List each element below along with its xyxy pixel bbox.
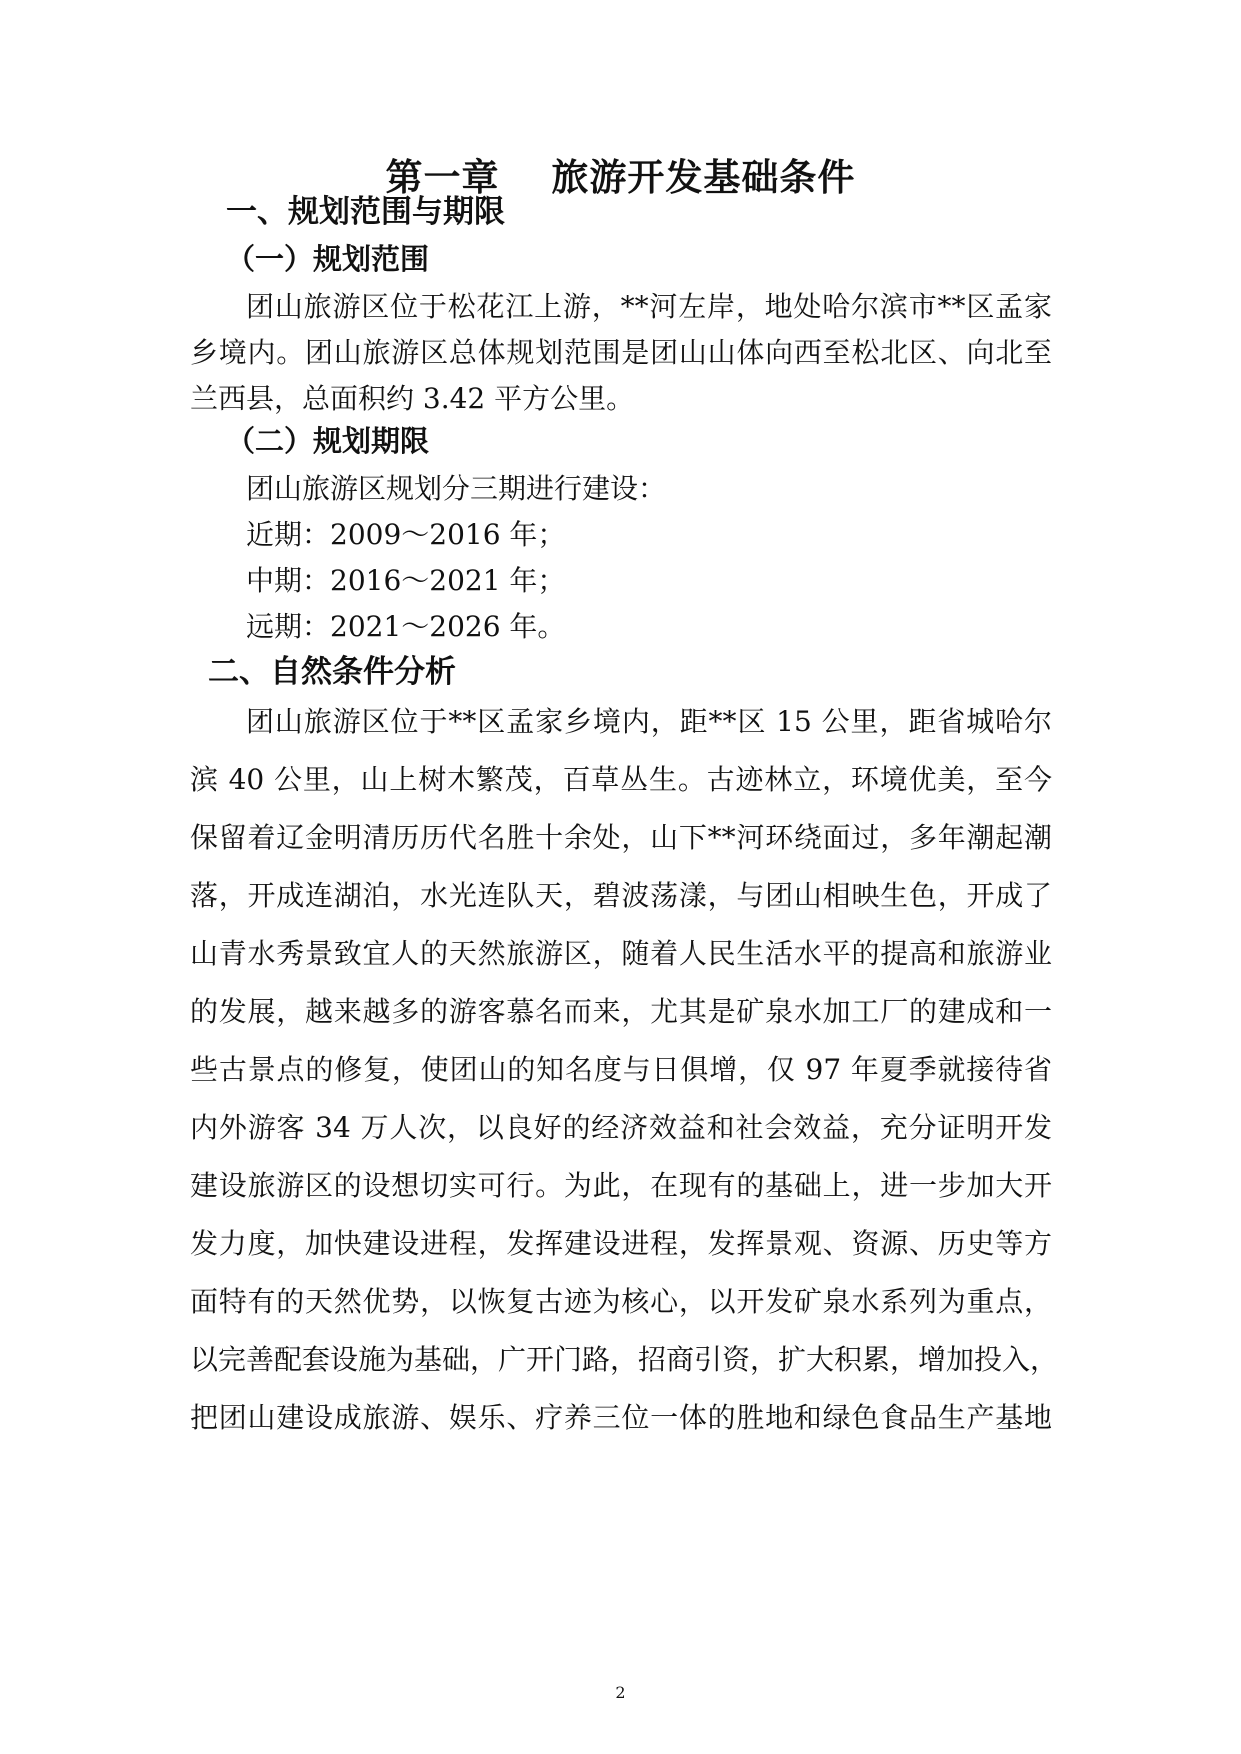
natural-paragraph-line: 发力度，加快建设进程，发挥建设进程，发挥景观、资源、历史等方	[190, 1227, 1052, 1260]
subsection-heading-period: （二）规划期限	[226, 424, 430, 458]
scope-paragraph-line: 兰西县，总面积约 3.42 平方公里。	[190, 382, 635, 415]
chapter-title: 第一章 旅游开发基础条件	[385, 155, 856, 199]
natural-paragraph-line: 保留着辽金明清历历代名胜十余处，山下**河环绕面过，多年潮起潮	[190, 821, 1052, 854]
scope-paragraph-line: 团山旅游区位于松花江上游，**河左岸，地处哈尔滨市**区孟家	[246, 290, 1052, 323]
natural-paragraph-line: 建设旅游区的设想切实可行。为此，在现有的基础上，进一步加大开	[190, 1169, 1052, 1202]
natural-paragraph-line: 以完善配套设施为基础，广开门路，招商引资，扩大积累，增加投入，	[190, 1343, 1059, 1376]
scope-paragraph-line: 乡境内。团山旅游区总体规划范围是团山山体向西至松北区、向北至	[190, 336, 1052, 369]
period-mid-term: 中期：2016～2021 年；	[246, 564, 566, 597]
natural-paragraph-line: 落，开成连湖泊，水光连队天，碧波荡漾，与团山相映生色，开成了	[190, 879, 1052, 912]
period-intro: 团山旅游区规划分三期进行建设：	[246, 472, 667, 505]
natural-paragraph-line: 滨 40 公里，山上树木繁茂，百草丛生。古迹林立，环境优美，至今	[190, 763, 1052, 796]
natural-paragraph-line: 内外游客 34 万人次，以良好的经济效益和社会效益，充分证明开发	[190, 1111, 1052, 1144]
natural-paragraph-line: 些古景点的修复，使团山的知名度与日俱增，仅 97 年夏季就接待省	[190, 1053, 1052, 1086]
natural-paragraph-line: 的发展，越来越多的游客慕名而来，尤其是矿泉水加工厂的建成和一	[190, 995, 1052, 1028]
natural-paragraph-line: 山青水秀景致宜人的天然旅游区，随着人民生活水平的提高和旅游业	[190, 937, 1052, 970]
page-number: 2	[615, 1683, 626, 1702]
section-heading-natural-conditions: 二、自然条件分析	[208, 654, 456, 690]
natural-paragraph-line: 把团山建设成旅游、娱乐、疗养三位一体的胜地和绿色食品生产基地	[190, 1401, 1052, 1434]
section-heading-scope-period: 一、规划范围与期限	[226, 194, 505, 230]
period-near-term: 近期：2009～2016 年；	[246, 518, 566, 551]
period-long-term: 远期：2021～2026 年。	[246, 610, 566, 643]
natural-paragraph-line: 团山旅游区位于**区孟家乡境内，距**区 15 公里，距省城哈尔	[246, 705, 1052, 738]
natural-paragraph-line: 面特有的天然优势，以恢复古迹为核心，以开发矿泉水系列为重点，	[190, 1285, 1052, 1318]
subsection-heading-scope: （一）规划范围	[226, 242, 430, 276]
